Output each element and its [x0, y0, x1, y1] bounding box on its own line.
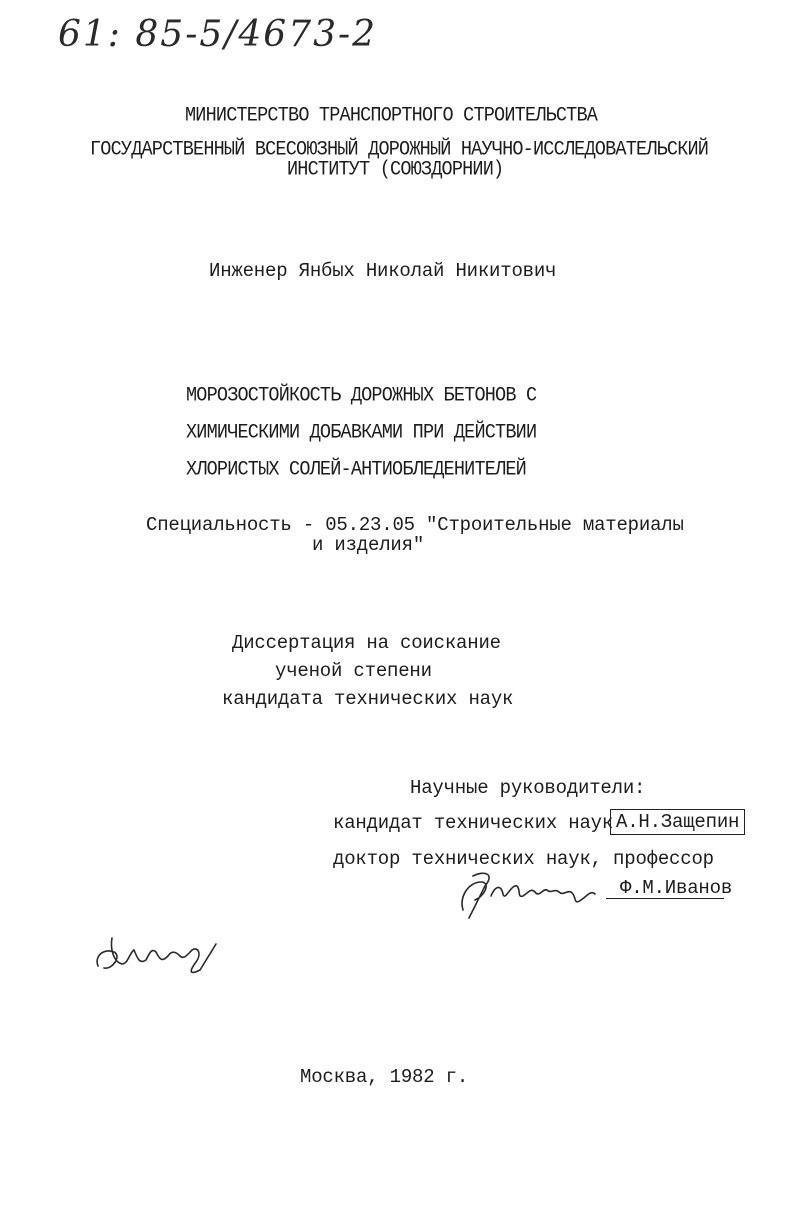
- supervisor-2-name: Ф.М.Иванов: [620, 877, 733, 899]
- ministry-heading: МИНИСТЕРСТВО ТРАНСПОРТНОГО СТРОИТЕЛЬСТВА: [185, 104, 598, 128]
- author-name: Инженер Янбых Николай Никитович: [209, 260, 557, 282]
- dissertation-line2: ученой степени: [275, 660, 432, 682]
- institute-heading-line2: ИНСТИТУТ (СОЮЗДОРНИИ): [287, 158, 504, 182]
- supervisor-1-title: кандидат технических наук: [333, 812, 614, 834]
- author-signature: [92, 930, 222, 980]
- supervisor-2-signature: [455, 866, 605, 926]
- thesis-title-line1: МОРОЗОСТОЙКОСТЬ ДОРОЖНЫХ БЕТОНОВ С: [186, 384, 537, 408]
- supervisor-1-name: А.Н.Защепин: [610, 809, 745, 835]
- thesis-title-line2: ХИМИЧЕСКИМИ ДОБАВКАМИ ПРИ ДЕЙСТВИИ: [186, 421, 537, 445]
- archive-number: 61: 85-5/4673-2: [58, 14, 378, 55]
- institute-heading-line1: ГОСУДАРСТВЕННЫЙ ВСЕСОЮЗНЫЙ ДОРОЖНЫЙ НАУЧНО-ИССЛЕДОВАТЕЛЬСКИЙ: [90, 138, 709, 162]
- supervisor-2-title: доктор технических наук, профессор: [333, 848, 714, 870]
- thesis-title-line3: ХЛОРИСТЫХ СОЛЕЙ-АНТИОБЛЕДЕНИТЕЛЕЙ: [186, 458, 526, 482]
- specialty-line1: Специальность - 05.23.05 "Строительные материалы: [146, 514, 684, 536]
- city-and-year: Москва, 1982 г.: [300, 1066, 469, 1088]
- specialty-line2: и изделия": [312, 534, 425, 556]
- dissertation-line3: кандидата технических наук: [222, 688, 514, 710]
- dissertation-line1: Диссертация на соискание: [232, 632, 501, 654]
- supervisors-heading: Научные руководители:: [410, 777, 646, 799]
